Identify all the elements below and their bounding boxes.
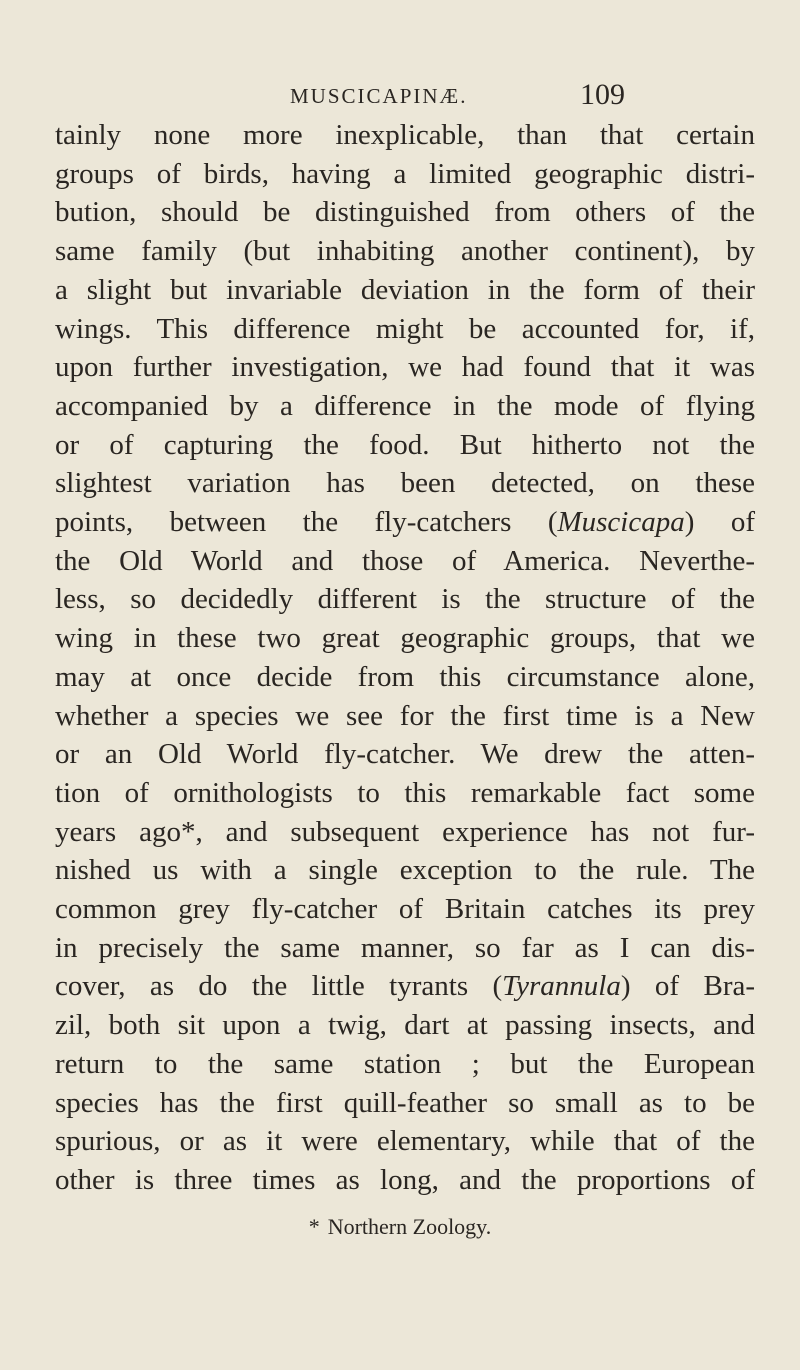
page-number: 109 [580, 78, 625, 111]
text-line: tainly none more inexplicable, than that certain [55, 119, 755, 151]
text-line: years ago*, and subsequent experience has not fur- [55, 815, 755, 848]
text-line: tion of ornithologists to this remarkable fact some [55, 776, 755, 809]
text-line: less, so decidedly different is the structure of the [55, 583, 755, 616]
text-line [55, 503, 755, 542]
text-line: wings. This difference might be accounted for, if, [55, 312, 755, 345]
text-line: upon further investigation, we had found that it was [55, 351, 755, 384]
italic-genus-name: Muscicapa [557, 506, 685, 539]
text-line: groups of birds, having a limited geographic distri- [55, 157, 755, 190]
text-segment: cover, as do the little tyrants ( [55, 970, 503, 1003]
text-segment: ) of Bra- [620, 970, 755, 1003]
text-line: may at once decide from this circumstance alone, [55, 660, 755, 693]
body-text [55, 116, 755, 1200]
text-line: wing in these two great geographic groups, that we [55, 622, 755, 655]
text-line: common grey fly-catcher of Britain catches its prey [55, 893, 755, 926]
text-line: or an Old World fly-catcher. We drew the atten- [55, 738, 755, 771]
text-line [55, 967, 755, 1006]
text-line: other is three times as long, and the proportions of [55, 1163, 755, 1196]
text-line: zil, both sit upon a twig, dart at passing insects, and [55, 1009, 755, 1042]
footnote-marker: * [308, 1214, 320, 1239]
text-line: whether a species we see for the first time is a New [55, 699, 755, 732]
text-segment: ) of [684, 506, 755, 539]
running-title: MUSCICAPINÆ. [290, 84, 468, 108]
text-line: spurious, or as it were elementary, while that of the [55, 1125, 755, 1158]
text-line: same family (but inhabiting another continent), by [55, 235, 755, 268]
text-line: accompanied by a difference in the mode of flying [55, 389, 755, 422]
text-line: species has the first quill-feather so small as to be [55, 1086, 755, 1119]
text-line: nished us with a single exception to the rule. The [55, 854, 755, 887]
text-line: the Old World and those of America. Neverthe- [55, 544, 755, 577]
text-line: slightest variation has been detected, on these [55, 467, 755, 500]
text-line: in precisely the same manner, so far as I can dis- [55, 931, 755, 964]
running-head [0, 78, 800, 118]
footnote [0, 1214, 800, 1240]
text-line: return to the same station ; but the European [55, 1047, 755, 1080]
text-line: or of capturing the food. But hitherto not the [55, 428, 755, 461]
text-line: a slight but invariable deviation in the form of their [55, 273, 755, 306]
text-line: bution, should be distinguished from others of the [55, 196, 755, 229]
italic-genus-name: Tyrannula [502, 970, 621, 1003]
text-segment: points, between the fly-catchers ( [55, 506, 558, 539]
footnote-text: Northern Zoology. [327, 1214, 492, 1239]
